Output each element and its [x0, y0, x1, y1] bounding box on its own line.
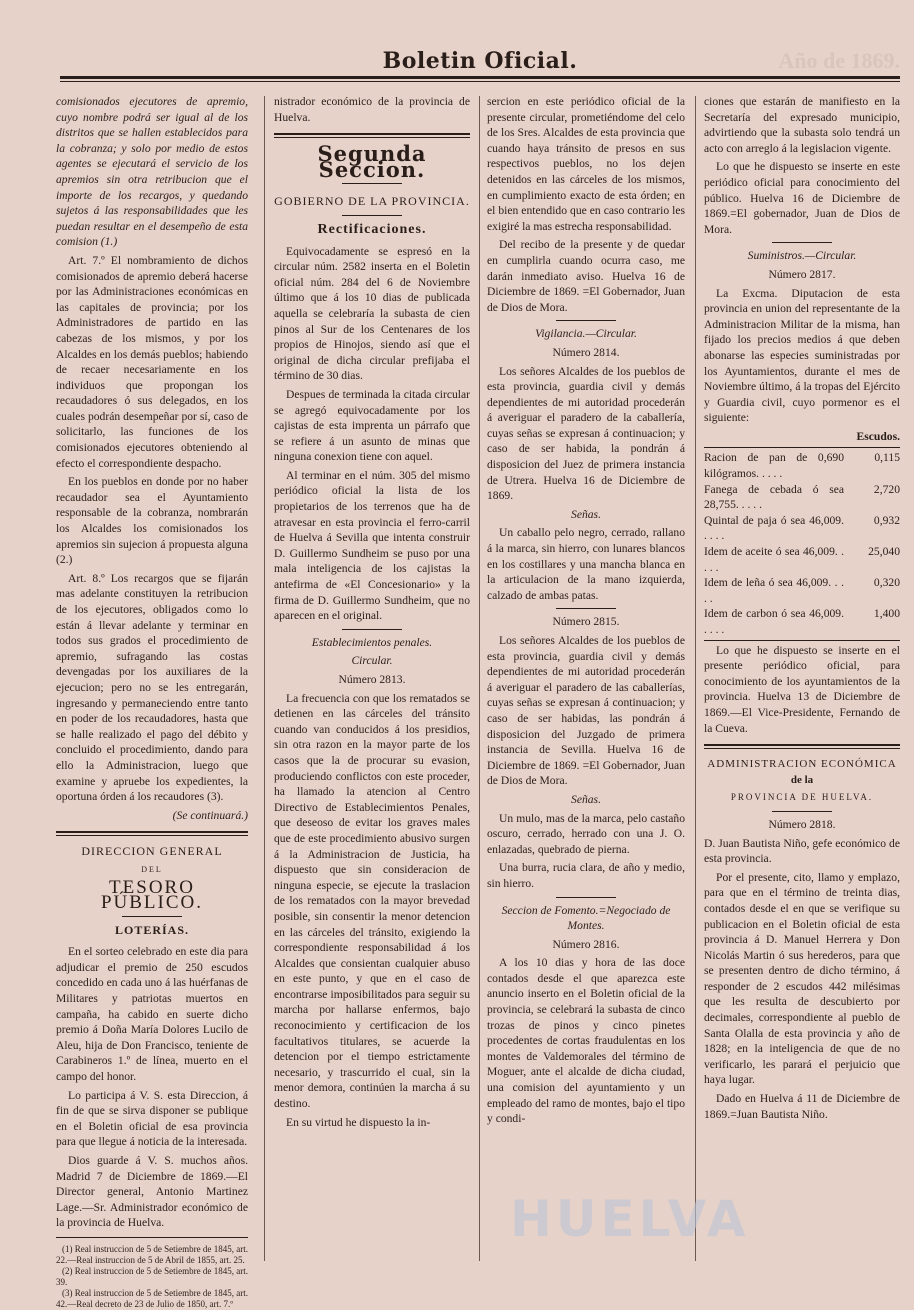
column-4 [704, 94, 900, 1264]
price-item: Quintal de paja ó sea 46,009. . . . . [704, 513, 844, 543]
subheading: Señas. [571, 507, 601, 521]
short-rule [342, 629, 402, 630]
subheading: Establecimientos penales. [311, 635, 433, 649]
column-3 [487, 94, 685, 1264]
notice-number: Número 2817. [768, 267, 836, 281]
notice-number: Número 2813. [338, 673, 406, 686]
price-table [704, 450, 900, 637]
subheading: Circular. [351, 654, 393, 668]
paragraph: Una burra, rucia clara, de año y medio, sin hierro. [487, 861, 685, 890]
short-rule [342, 183, 402, 184]
administracion-de-la: de la [790, 773, 814, 786]
notice-number: Número 2814. [552, 345, 620, 359]
section-rule [704, 744, 900, 749]
short-rule [122, 916, 182, 917]
paragraph: Los señores Alcaldes de los pueblos de esta provincia, guardia civil y demás dependientes de mi autoridad procederán á averiguar el paradero de la caballería, cuyas señas se expresan á continuacion; y caso de ser habida, la pondrán á disposicion del Juez de primera instancia de Utrera. Huelva 16 de Diciembre de 1869. [487, 364, 685, 503]
paragraph: Un mulo, mas de la marca, pelo castaño oscuro, cerrado, herrado con una J. O. enlazadas, quebrado de pierna. [487, 811, 685, 856]
short-rule [342, 215, 402, 216]
paragraph: Por el presente, cito, llamo y emplazo, para que en el término de treinta dias, contados desde el en que se verifique su publicacion en el Boletin oficial de esta provincia á D. Manuel Herrera y Don Nicolás Martin ó sus herederos, para que se presenten dentro de dicho término, á responder de 2 escudos 442 milésimas que les resulta de descubierto por decimales, correspondiente al pueblo de Santa Olalla de esta provincia y año de 1828; en la inteligencia de que de no verificarlo, les parará el perjuicio que haya lugar. [704, 870, 900, 1087]
table-rule [704, 447, 900, 448]
price-item: Idem de aceite ó sea 46,009. . . . . [704, 545, 844, 574]
column-divider [264, 96, 265, 1261]
short-rule [772, 811, 832, 812]
administracion-heading: ADMINISTRACION ECONÓMICA [707, 758, 897, 771]
paragraph: Lo que he dispuesto se inserte en este periódico oficial para conocimiento del público. Huelva 16 de Diciembre de 1869.=El gobernador, Juan de Dios de Mora. [704, 160, 900, 236]
paragraph: La Excma. Diputacion de esta provincia en union del representante de la Administracion Militar de la misma, han fijado los precios medios á que deben abonarse las especies suministradas por los Ayuntamientos, durante el mes de Noviembre último, á la tropas del Ejército y Guardia civil, cuyo pormenor es el siguiente: [704, 286, 900, 425]
column-divider [479, 96, 480, 1261]
paragraph: D. Juan Bautista Niño, gefe económico de esta provincia. [704, 836, 900, 866]
price-value: 1,400 [873, 607, 900, 621]
header-rule [60, 76, 900, 82]
paragraph: En los pueblos en donde por no haber recaudador sea el Ayuntamiento responsable de la cobranza, nombrarán los Alcaldes los comisionados los apremios sin sujecion á propuesta alguna (2.) [56, 475, 248, 567]
notice-number: Número 2816. [552, 937, 620, 951]
price-row [704, 606, 900, 637]
paragraph: Lo participa á V. S. esta Direccion, á fin de que se sirva disponer se publique en el Boletin oficial de esa provincia para que llegue á noticia de la interesada. [56, 1088, 248, 1149]
column-divider [695, 96, 696, 1261]
paragraph: Un caballo pelo negro, cerrado, rallano á la marca, sin hierro, con lunares blancos en los costillares y una mancha blanca en la articulacion de la mano izquierda, calzado de ambas patas. [487, 526, 685, 602]
paragraph: Los señores Alcaldes de los pueblos de esta provincia, guardia civil y demás dependientes de mi autoridad procederán á averiguar el paradero de las caballerías, cuyas señas se expresan á continuacion; y caso de ser habidas, las pondrán á disposicion del Juzgado de primera instancia de Sevilla. Huelva 16 de Diciembre de 1869. =El Gobernador, Juan de Dios de Mora. [487, 634, 685, 788]
price-item: Idem de leña ó sea 46,009. . . . . [704, 576, 844, 605]
paragraph: Lo que he dispuesto se inserte en el presente periódico oficial, para conocimiento de los ayuntamientos de la provincia. Huelva 13 de Diciembre de 1869.—El Vice-Presidente, Fernando de la Cueva. [704, 643, 900, 735]
price-row [704, 544, 900, 575]
administracion-provincia: PROVINCIA DE HUELVA. [730, 792, 874, 803]
paragraph: La frecuencia con que los rematados se detienen en las cárceles del tránsito cuando van conducidos á los presidios, sin otra razon en la mayor parte de los casos que la de procurar su evasion, produciendo conflictos con este proceder, ha llamado la atencion al Centro Directivo de Establecimientos Penales, que deseoso de evitar los graves males que de este procedimiento abusivo surgen á la Administracion de Justicia, ha dispuesto que sin consideracion de ninguna especie, se ejecute la traslacion de los rematados con la mayor brevedad posible, sin consentir la menor detencion en las cárceles del tránsito, exigiendo la correspondiente responsabilidad á los Alcaldes que consientan cualquier abuso en este punto, y que en el caso de encontrarse imposibilitados para seguir su marcha por hallarse enfermos, bajo reconocimiento y certificacion de los facultativos titulares, se acuerde la detencion por el tiempo estrictamente necesario, y trascurrido el cual, sin la menor demora, continúen la marcha á su destino. [274, 691, 470, 1111]
subheading: Vigilancia.—Circular. [535, 327, 637, 341]
price-value: 0,932 [873, 513, 900, 527]
paragraph: Al terminar en el núm. 305 del mismo periódico oficial la lista de los propietarios de los terrenos que ha de atravesar en esta provincia el ferro-carril de Huelva á Sevilla que intenta construir D. Guillermo Sundheim se puso por una mala inteligencia de los cajistas la antefirma de «El Concesionario» y la firma de D. Guillermo Sundheim, que no aparecen en el original. [274, 468, 470, 623]
short-rule [556, 320, 616, 321]
newspaper-title: Boletin Oficial. [382, 48, 578, 74]
price-row [704, 482, 900, 513]
escudos-heading: Escudos. [856, 429, 900, 443]
short-rule [556, 608, 616, 609]
price-row [704, 450, 900, 481]
paragraph: nistrador económico de la provincia de Huelva. [274, 95, 470, 124]
paragraph: Art. 7.º El nombramiento de dichos comisionados de apremio deberá hacerse por las Administraciones económicas en las capitales de provincia; por los Administradores de partido en las cabezas de los mismos, y por los Alcaldes en los demás pueblos; habiendo de recaer necesariamente en los individuos que propongan los recaudadores ó sus delegados, en los cuales podrán desempeñar por sí, caso de solicitarlo, las funciones de los comisionados ejecutores obteniendo al efecto el correspondiente despacho. [56, 253, 248, 470]
direccion-del: DEL [141, 864, 163, 874]
footnote-rule [56, 1237, 248, 1238]
gobierno-heading: GOBIERNO DE LA PROVINCIA. [274, 194, 470, 209]
subheading: Suministros.—Circular. [747, 249, 857, 263]
paragraph: En su virtud he dispuesto la in- [286, 1115, 431, 1129]
short-rule [772, 242, 832, 243]
paragraph: Equivocadamente se espresó en la circular núm. 2582 inserta en el Boletin oficial núm. 284 del 6 de Noviembre último que á los 10 dias de publicada aquella se celebraría la subasta de cien pinos al Sur de los Centenares de los propios de Hinojos, siendo así que el original de dicha circular prefijaba el término de 30 dias. [274, 244, 470, 383]
column-1 [56, 94, 248, 1309]
huelva-watermark: HUELVA [510, 1190, 750, 1248]
paragraph: Art. 8.º Los recargos que se fijarán mas adelante constituyen la retribucion de los ejecutores, obligados como lo están á llevar adelante y terminar en todos sus grados el procedimiento de apremio, sufragando las costas devengadas por los auxiliares de la ejecucion; pero no se les entregarán, ingresando y permaneciendo entre tanto en poder de los recaudadores, hasta que se halle realizado el pago del débito y concluido el procedimiento, dando para ello la Administracion, luego que examine y apruebe los expedientes, la oportuna órden á los recaudores (3). [56, 571, 248, 804]
price-item: Idem de carbon ó sea 46,009. . . . . [704, 607, 844, 636]
paragraph: Dado en Huelva á 11 de Diciembre de 1869.=Juan Bautista Niño. [704, 1092, 900, 1121]
section-title: Segunda Seccion. [317, 141, 427, 182]
price-value: 2,720 [873, 482, 900, 496]
loterias-heading: LOTERÍAS. [114, 922, 190, 937]
header-faded-text: Año de 1869. [778, 48, 900, 73]
section-rule [56, 831, 248, 836]
paragraph: Despues de terminada la citada circular se agregó equivocadamente por los cajistas de esta imprenta un párrafo que se refiere á un asunto de minas que ninguna conexion tiene con aquel. [274, 387, 470, 464]
footnote: (2) Real instruccion de 5 de Setiembre de 1845, art. 39. [56, 1265, 248, 1287]
rectificaciones-heading: Rectificaciones. [317, 221, 427, 237]
notice-number: Número 2815. [552, 615, 620, 629]
price-item: Racion de pan de 0,690 kilógramos. . . . . [704, 451, 844, 481]
tesoro-heading: TESORO PÚBLICO. [100, 876, 204, 914]
continuation-note: (Se continuará.) [172, 808, 248, 822]
page-header [60, 40, 900, 90]
paragraph: Dios guarde á V. S. muchos años. Madrid 7 de Diciembre de 1869.—El Director general, Antonio Martinez Lage.—Sr. Administrador económico de la provincia de Huelva. [56, 1154, 248, 1230]
price-value: 0,115 [874, 451, 900, 465]
price-row [704, 575, 900, 606]
table-rule [704, 640, 900, 641]
price-row [704, 513, 900, 544]
paragraph: A los 10 dias y hora de las doce contados desde el que aparezca este anuncio inserto en el Boletin oficial de la provincia, se celebrará la subasta de cinco trozas de pinos y cinco pinetes procedentes de cortas fraudulentas en los montes de Valdemorales del término de Moguer, ante el alcalde de dicha ciudad, una comision del ayuntamiento y un empleado del ramo de montes, bajo el tipo y condi- [487, 956, 685, 1126]
direccion-heading: DIRECCION GENERAL [81, 844, 223, 859]
price-value: 25,040 [868, 545, 900, 559]
short-rule [556, 897, 616, 898]
price-value: 0,320 [873, 576, 900, 590]
paragraph: ciones que estarán de manifiesto en la Secretaría del expresado municipio, advirtiendo que la subasta solo tendrá un acto con arreglo á la legislacion vigente. [704, 95, 900, 155]
footnote: (1) Real instruccion de 5 de Setiembre de 1845, art. 22.—Real instruccion de 5 de Abril de 1855, art. 25. [56, 1243, 248, 1265]
column-2 [274, 94, 470, 1264]
paragraph: En el sorteo celebrado en este dia para adjudicar el premio de 250 escudos concedido en cada uno á las huérfanas de Militares y patriotas muertos en campaña, ha cabido en suerte dicho premio á Doña María Dolores Lucilo de Aleu, hija de Don Francisco, teniente de Carabineros 1.º de línea, muerto en el campo del honor. [56, 945, 248, 1084]
section-rule [274, 133, 470, 138]
notice-number: Número 2818. [768, 817, 836, 831]
paragraph: Del recibo de la presente y de quedar en cumplirla cuando ocurra caso, me darán inmediato aviso. Huelva 16 de Diciembre de 1869. =El Gobernador, Juan de Dios de Mora. [487, 238, 685, 314]
price-item: Fanega de cebada ó sea 28,755. . . . . [704, 482, 844, 512]
paragraph: comisionados ejecutores de apremio, cuyo nombre podrá ser igual al de los distritos que se hallen establecidos para la cobranza; y solo por medio de estos agentes se ejecutará el servicio de los apremios sin otra retribucion que el importe de los recargos, y quedando sujetos á las responsabilidades que les puedan resultar en el desempeño de esta comision (1.) [56, 95, 248, 249]
footnote: (3) Real instruccion de 5 de Setiembre de 1845, art. 42.—Real decreto de 23 de Julio de 1850, art. 7.º [56, 1287, 248, 1309]
subheading: Señas. [571, 792, 601, 806]
subheading: Seccion de Fomento.=Negociado de Montes. [501, 903, 671, 933]
paragraph: sercion en este periódico oficial de la presente circular, prometiéndome del celo de los Sres. Alcaldes de esta provincia que cuando haya tránsito de presos en sus respectivos pueblos, no los dejen detenidos en las cárceles de los mismos, en cumplimiento exacto de esta órden; en el bien entendido que en caso contrario les exigiré la mas estrecha responsabilidad. [487, 95, 685, 233]
